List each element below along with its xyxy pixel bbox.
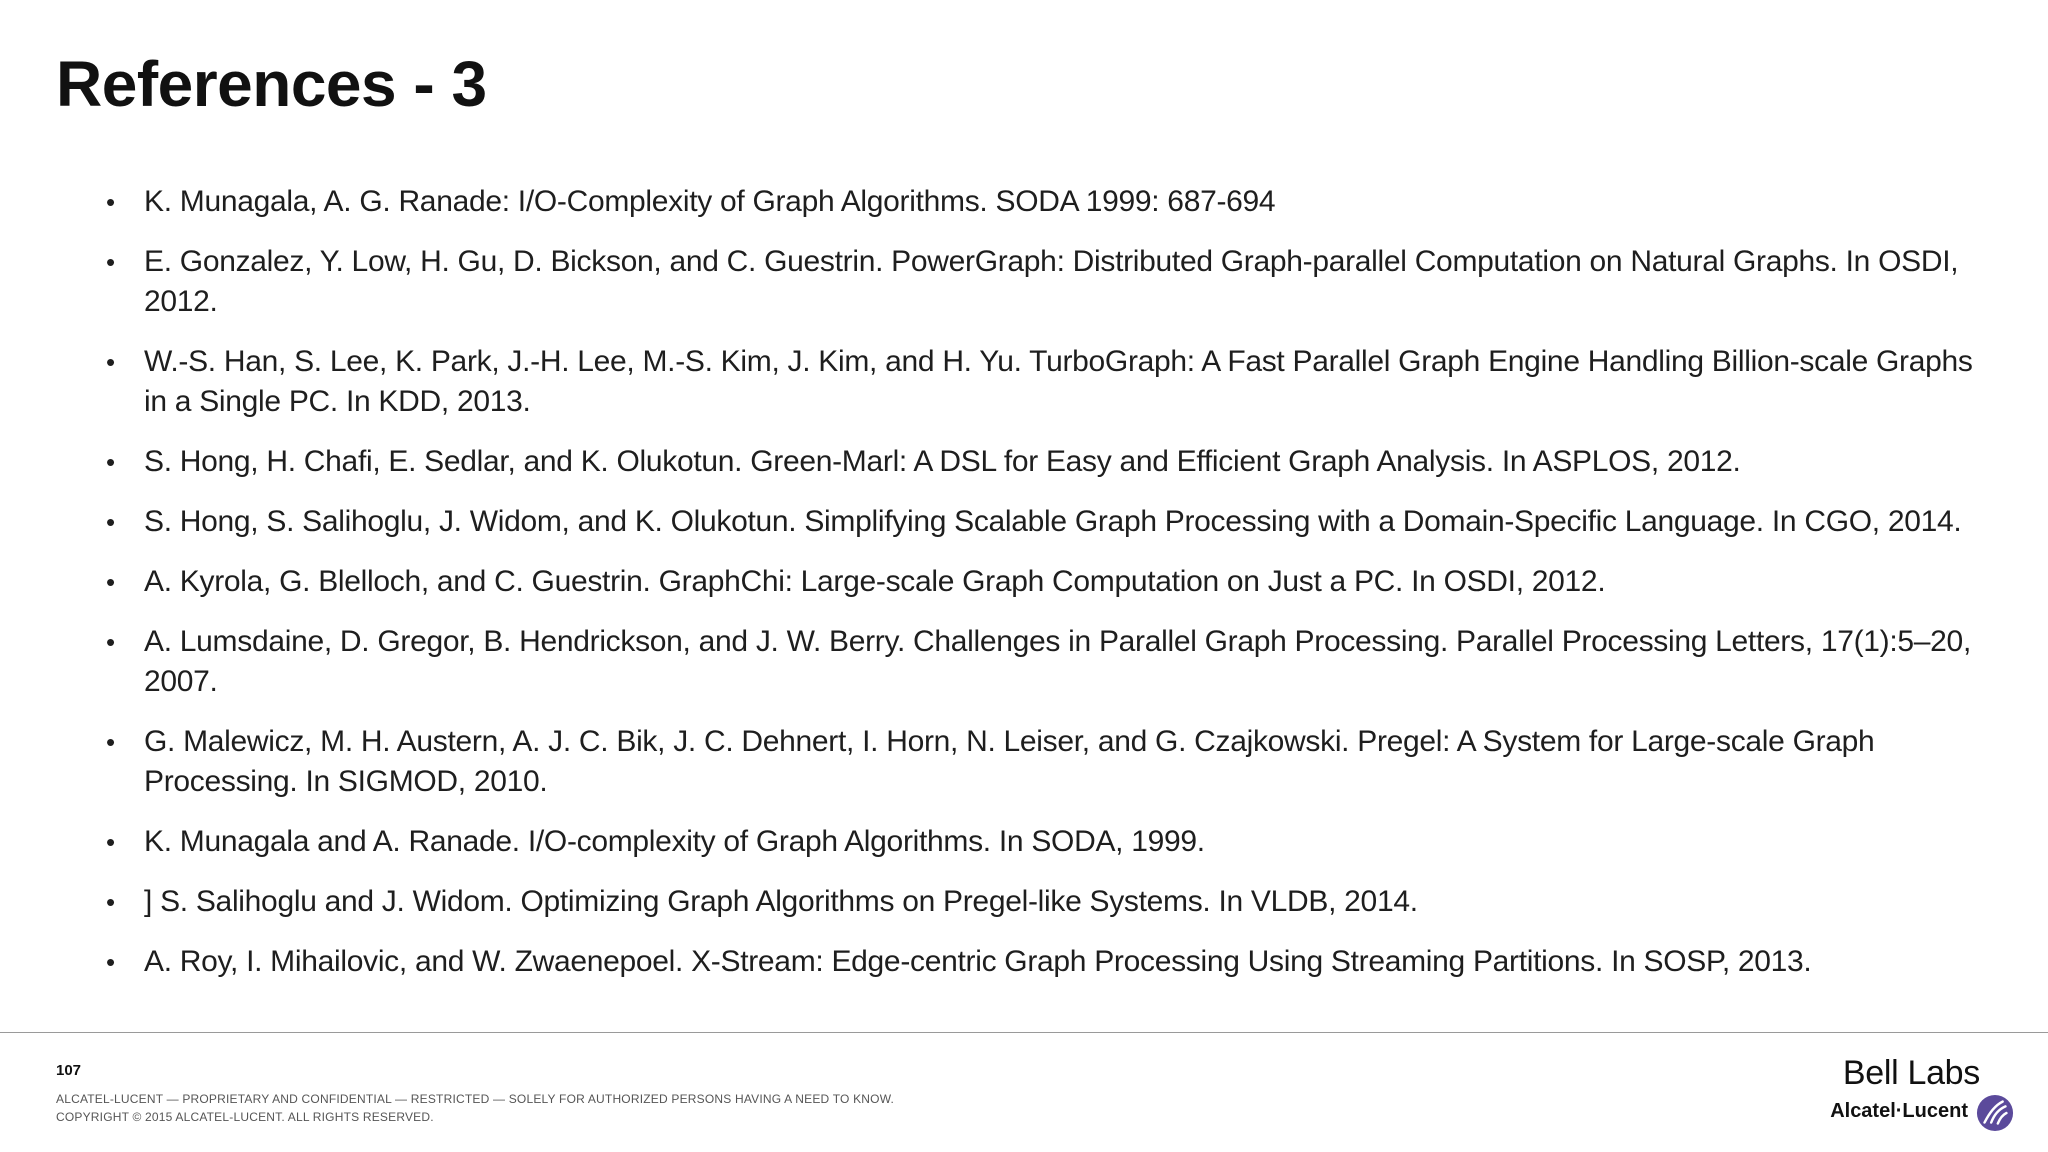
reference-text: S. Hong, H. Chafi, E. Sedlar, and K. Olukotun. Green-Marl: A DSL for Easy and Efficient Graph Analysis. In ASPLOS, 2012. xyxy=(144,445,1741,478)
reference-item xyxy=(104,562,1994,602)
bullet-icon: • xyxy=(106,947,115,977)
reference-text: S. Hong, S. Salihoglu, J. Widom, and K. Olukotun. Simplifying Scalable Graph Processing with a Domain-Specific Language. In CGO, 2014. xyxy=(144,505,1962,538)
reference-item xyxy=(104,242,1994,322)
reference-text: K. Munagala and A. Ranade. I/O-complexity of Graph Algorithms. In SODA, 1999. xyxy=(144,825,1205,858)
slide-title: References - 3 xyxy=(56,48,487,120)
reference-item xyxy=(104,502,1994,542)
legal-line-copyright: COPYRIGHT © 2015 ALCATEL-LUCENT. ALL RIGHTS RESERVED. xyxy=(56,1110,434,1124)
alcatel-lucent-logo-icon xyxy=(1976,1094,2014,1132)
bullet-icon: • xyxy=(106,887,115,917)
legal-line-confidential: ALCATEL-LUCENT — PROPRIETARY AND CONFIDENTIAL — RESTRICTED — SOLELY FOR AUTHORIZED PERSONS HAVING A NEED TO KNOW. xyxy=(56,1092,895,1106)
reference-text: E. Gonzalez, Y. Low, H. Gu, D. Bickson, and C. Guestrin. PowerGraph: Distributed Graph-parallel Computation on Natural Graphs. In OSDI, 2012. xyxy=(144,245,1959,318)
reference-item xyxy=(104,622,1994,702)
bullet-icon: • xyxy=(106,627,115,657)
reference-item xyxy=(104,822,1994,862)
reference-text: K. Munagala, A. G. Ranade: I/O-Complexity of Graph Algorithms. SODA 1999: 687-694 xyxy=(144,185,1276,218)
reference-list xyxy=(104,182,1994,1002)
legal-notice xyxy=(56,1090,894,1126)
reference-text: A. Roy, I. Mihailovic, and W. Zwaenepoel. X-Stream: Edge-centric Graph Processing Using Streaming Partitions. In SOSP, 2013. xyxy=(144,945,1812,978)
bullet-icon: • xyxy=(106,247,115,277)
page-number: 107 xyxy=(56,1062,82,1079)
reference-item xyxy=(104,342,1994,422)
reference-text: ] S. Salihoglu and J. Widom. Optimizing Graph Algorithms on Pregel-like Systems. In VLDB, 2014. xyxy=(144,885,1418,918)
bullet-icon: • xyxy=(106,727,115,757)
brand-name: Bell Labs xyxy=(1842,1054,1980,1092)
reference-text: W.-S. Han, S. Lee, K. Park, J.-H. Lee, M.-S. Kim, J. Kim, and H. Yu. TurboGraph: A Fast Parallel Graph Engine Handling Billion-scale Graphs in a Single PC. In KDD, 2013. xyxy=(144,345,1973,418)
bullet-icon: • xyxy=(106,447,115,477)
reference-text: G. Malewicz, M. H. Austern, A. J. C. Bik, J. C. Dehnert, I. Horn, N. Leiser, and G. Czajkowski. Pregel: A System for Large-scale Graph Processing. In SIGMOD, 2010. xyxy=(144,725,1875,798)
bullet-icon: • xyxy=(106,567,115,597)
reference-item xyxy=(104,442,1994,482)
reference-item xyxy=(104,882,1994,922)
reference-text: A. Lumsdaine, D. Gregor, B. Hendrickson, and J. W. Berry. Challenges in Parallel Graph Processing. Parallel Processing Letters, 17(1):5–20, 2007. xyxy=(144,625,1971,698)
bullet-icon: • xyxy=(106,347,115,377)
footer-divider xyxy=(0,1032,2048,1033)
bullet-icon: • xyxy=(106,827,115,857)
bullet-icon: • xyxy=(106,187,115,217)
reference-item xyxy=(104,942,1994,982)
reference-item xyxy=(104,182,1994,222)
bullet-icon: • xyxy=(106,507,115,537)
reference-text: A. Kyrola, G. Blelloch, and C. Guestrin. GraphChi: Large-scale Graph Computation on Just a PC. In OSDI, 2012. xyxy=(144,565,1606,598)
reference-item xyxy=(104,722,1994,802)
brand-subname: Alcatel·Lucent xyxy=(1830,1100,1968,1122)
